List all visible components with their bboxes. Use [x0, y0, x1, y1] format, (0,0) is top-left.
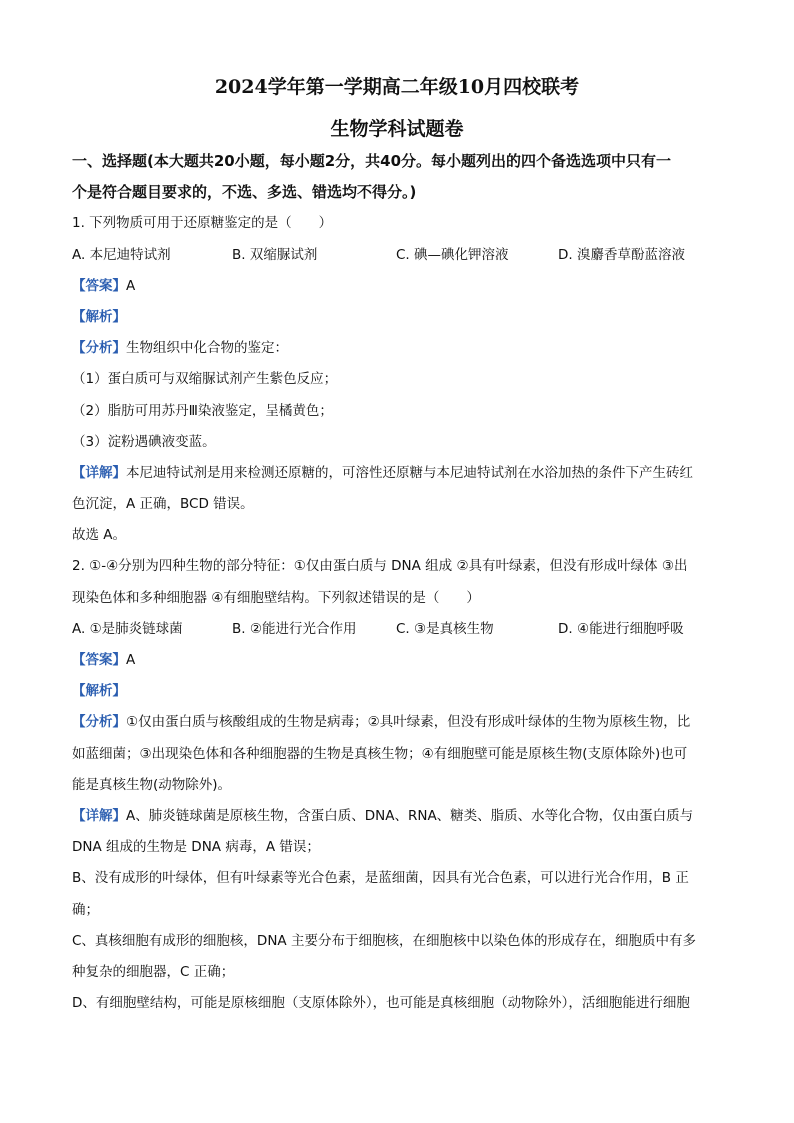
q1-answer-value: A — [126, 277, 136, 294]
q2-option-b-explain-2: 确； — [72, 901, 99, 918]
exam-title: 2024学年第一学期高二年级10月四校联考 — [214, 76, 580, 98]
q1-fenxi-text: 生物组织中化合物的鉴定： — [126, 340, 288, 357]
q1-point-3: （3）淀粉遇碘液变蓝。 — [72, 433, 216, 450]
q1-stem: 1. 下列物质可用于还原糖鉴定的是（ ） — [72, 215, 333, 232]
q2-option-c: C. ③是真核生物 — [396, 620, 494, 637]
q2-option-b-explain-1: B、没有成形的叶绿体，但有叶绿素等光合色素，是蓝细菌，因具有光合色素，可以进行光合作用，B 正 — [72, 870, 689, 887]
q2-stem-line-1: 2. ①-④分别为四种生物的部分特征：①仅由蛋白质与 DNA 组成 ②具有叶绿素，但没有形成叶绿体 ③出 — [72, 558, 688, 575]
q2-fenxi-line-3: 能是真核生物(动物除外)。 — [72, 776, 232, 793]
q1-option-a: A. 本尼迪特试剂 — [72, 246, 171, 263]
q2-option-a: A. ①是肺炎链球菌 — [72, 620, 183, 637]
q2-fenxi — [72, 707, 722, 738]
q1-xiangjie — [72, 458, 722, 489]
q1-point-1: （1）蛋白质可与双缩脲试剂产生紫色反应； — [72, 371, 338, 388]
q2-fenxi-text: ①仅由蛋白质与核酸组成的生物是病毒；②具叶绿素，但没有形成叶绿体的生物为原核生物，比 — [126, 714, 691, 731]
xiangjie-tag: 【详解】 — [72, 807, 126, 824]
q1-fenxi — [72, 333, 722, 364]
q2-analysis-heading — [72, 676, 722, 707]
q2-options — [72, 614, 722, 645]
q2-option-d-explain-1: D、有细胞壁结构，可能是原核细胞（支原体除外），也可能是真核细胞（动物除外），活细胞能进行细胞 — [72, 995, 690, 1012]
section-heading-line-2: 个是符合题目要求的，不选、多选、错选均不得分。) — [72, 183, 417, 202]
fenxi-tag: 【分析】 — [72, 714, 126, 731]
q2-xiangjie-text: A、肺炎链球菌是原核生物，含蛋白质、DNA、RNA、糖类、脂质、水等化合物，仅由蛋白质与 — [126, 807, 694, 824]
answer-tag: 【答案】 — [72, 652, 126, 668]
q1-option-c: C. 碘—碘化钾溶液 — [396, 246, 509, 263]
q1-option-d: D. 溴麝香草酚蓝溶液 — [558, 246, 685, 263]
q2-answer — [72, 645, 722, 676]
analysis-tag: 【解析】 — [72, 308, 126, 325]
q1-xiangjie-line-2: 色沉淀，A 正确，BCD 错误。 — [72, 496, 254, 513]
q2-xiangjie — [72, 801, 722, 832]
section-heading-line-1: 一、选择题(本大题共20小题，每小题2分，共40分。每小题列出的四个备选选项中只有一 — [72, 152, 672, 170]
answer-tag: 【答案】 — [72, 277, 126, 294]
analysis-tag: 【解析】 — [72, 683, 126, 700]
exam-subtitle: 生物学科试题卷 — [330, 118, 464, 140]
q2-option-c-explain-1: C、真核细胞有成形的细胞核，DNA 主要分布于细胞核，在细胞核中以染色体的形成存在，细胞质中有多 — [72, 932, 696, 949]
q2-xiangjie-line-2: DNA 组成的生物是 DNA 病毒，A 错误； — [72, 839, 320, 856]
fenxi-tag: 【分析】 — [72, 340, 126, 357]
document-body — [72, 146, 722, 1019]
q2-fenxi-line-2: 如蓝细菌；③出现染色体和各种细胞器的生物是真核生物；④有细胞壁可能是原核生物(支原体除外)也可 — [72, 745, 688, 762]
q1-options — [72, 240, 722, 271]
q2-option-b: B. ②能进行光合作用 — [232, 620, 357, 637]
q1-xiangjie-text: 本尼迪特试剂是用来检测还原糖的，可溶性还原糖与本尼迪特试剂在水浴加热的条件下产生砖红 — [126, 464, 693, 481]
xiangjie-tag: 【详解】 — [72, 464, 126, 481]
q1-point-2: （2）脂肪可用苏丹Ⅲ染液鉴定，呈橘黄色； — [72, 402, 333, 419]
q1-conclusion: 故选 A。 — [72, 527, 127, 544]
q2-option-d: D. ④能进行细胞呼吸 — [558, 620, 684, 637]
q1-option-b: B. 双缩脲试剂 — [232, 246, 318, 263]
q1-analysis-heading — [72, 302, 722, 333]
q1-answer — [72, 271, 722, 302]
q2-stem-line-2: 现染色体和多种细胞器 ④有细胞壁结构。下列叙述错误的是（ ） — [72, 589, 480, 606]
q2-option-c-explain-2: 种复杂的细胞器，C 正确； — [72, 963, 235, 980]
q2-answer-value: A — [126, 652, 136, 668]
